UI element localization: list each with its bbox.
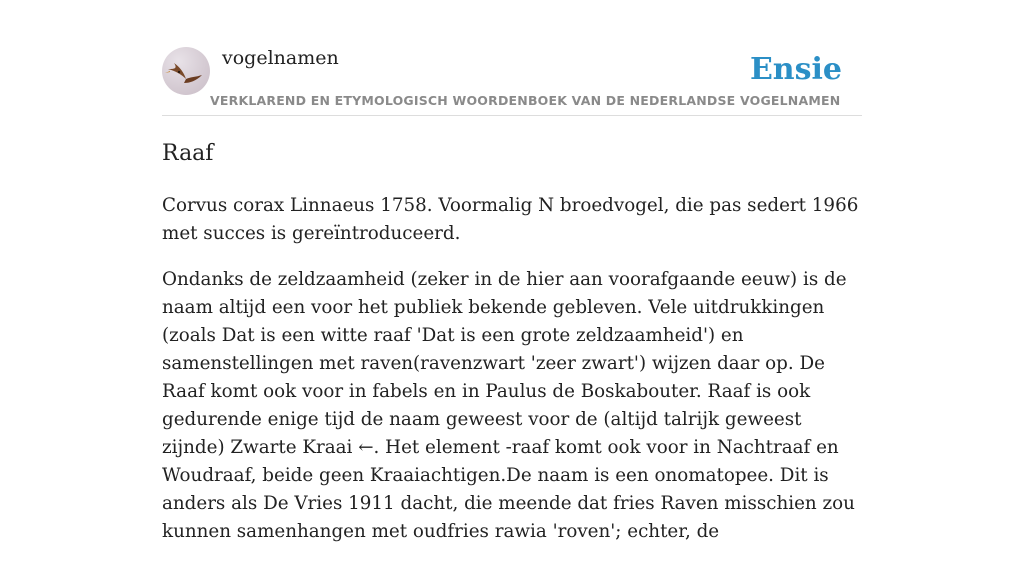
brand-logo[interactable]: Ensie [749,52,842,87]
site-header [162,0,862,116]
header-divider [162,115,862,116]
article-body [162,192,866,564]
article-paragraph: Ondanks de zeldzaamheid (zeker in de hier aan voorafgaande eeuw) is de naam altijd een voor het publiek bekende gebleven. Vele uitdrukkingen (zoals Dat is een witte raaf 'Dat is een grote zeldzaamheid') en samenstellingen met raven(ravenzwart 'zeer zwart') wijzen daar op. De Raaf komt ook voor in fabels en in Paulus de Boskabouter. Raaf is ook gedurende enige tijd de naam geweest voor de (altijd talrijk geweest zijnde) Zwarte Kraai ←. Het element -raaf komt ook voor in Nachtraaf en Woudraaf, beide geen Kraaiachtigen.De naam is een onomatopee. Dit is anders als De Vries 1911 dacht, die meende dat fries Raven misschien zou kunnen samenhangen met oudfries rawia 'roven'; echter, de [162,269,855,542]
avatar[interactable] [162,47,210,95]
bird-in-flight-icon [162,47,210,95]
site-name[interactable]: vogelnamen [222,47,339,69]
site-subtitle: VERKLAREND EN ETYMOLOGISCH WOORDENBOEK VAN DE NEDERLANDSE VOGELNAMEN [210,93,841,108]
article-paragraph: Corvus corax Linnaeus 1758. Voormalig N broedvogel, die pas sedert 1966 met succes is gereïntroduceerd. [162,195,859,244]
page-title: Raaf [162,141,214,166]
